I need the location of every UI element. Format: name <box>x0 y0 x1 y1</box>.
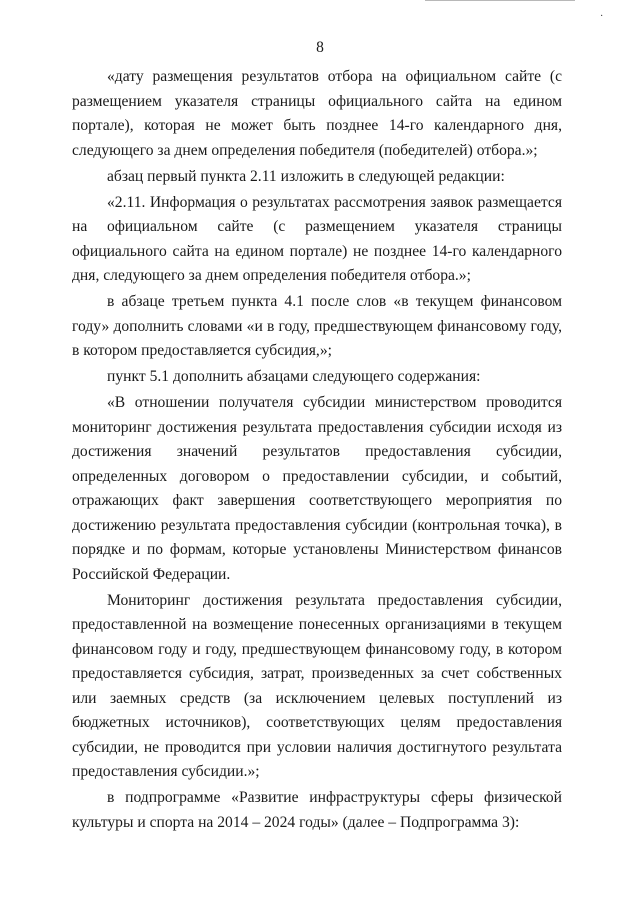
paragraph-amend-2-11: абзац первый пункта 2.11 изложить в следующей редакции: <box>107 167 505 185</box>
paragraph-monitoring-exception: Мониторинг достижения результата предоставления субсидии, предоставленной на возмещение понесенных организациями в текущем финансовом году и году, предшествующем финансовому году, в котором предоставляется субсидия, затрат, произведенных за счет собственных или заемных средств (за исключением целевых поступлений из бюджетных источников), соответствующих целям предоставления субсидии, не проводится при условии наличия достигнутого результата предоставления субсидии.»; <box>72 591 562 780</box>
document-body <box>72 65 562 835</box>
paragraph-report-date: «дату размещения результатов отбора на официальном сайте (с размещением указателя страницы официального сайта на едином портале), которая не может быть позднее 14-го календарного дня, следующего за днем определения победителя (победителей) отбора.»; <box>72 68 562 159</box>
paragraph-monitoring: «В отношении получателя субсидии министерством проводится мониторинг достижения результата предоставления субсидии исходя из достижения значений результатов предоставления субсидии, определенных договором о предоставлении субсидии, и событий, отражающих факт завершения соответствующего мероприятия по достижению результата предоставления субсидии (контрольная точка), в порядке и по формам, которые установлены Министерством финансов Российской Федерации. <box>72 394 562 583</box>
corner-mark: · <box>600 11 604 22</box>
paragraph-amend-4-1: в абзаце третьем пункта 4.1 после слов «в текущем финансовом году» дополнить словами «и в году, предшествующем финансовому году, в котором предоставляется субсидия,»; <box>72 293 562 359</box>
scan-edge-line <box>425 0 575 1</box>
paragraph-clause-2-11: «2.11. Информация о результатах рассмотрения заявок размещается на официальном сайте (с размещением указателя страницы официального сайта на едином портале) не позднее 14-го календарного дня, следующего за днем определения победителя отбора.»; <box>72 193 562 284</box>
paragraph-amend-5-1: пункт 5.1 дополнить абзацами следующего содержания: <box>107 368 481 385</box>
paragraph-subprogram-3: в подпрограмме «Развитие инфраструктуры сферы физической культуры и спорта на 2014 – 2024 годы» (далее – Подпрограмма 3): <box>72 789 562 831</box>
page-number: 8 <box>316 39 324 56</box>
